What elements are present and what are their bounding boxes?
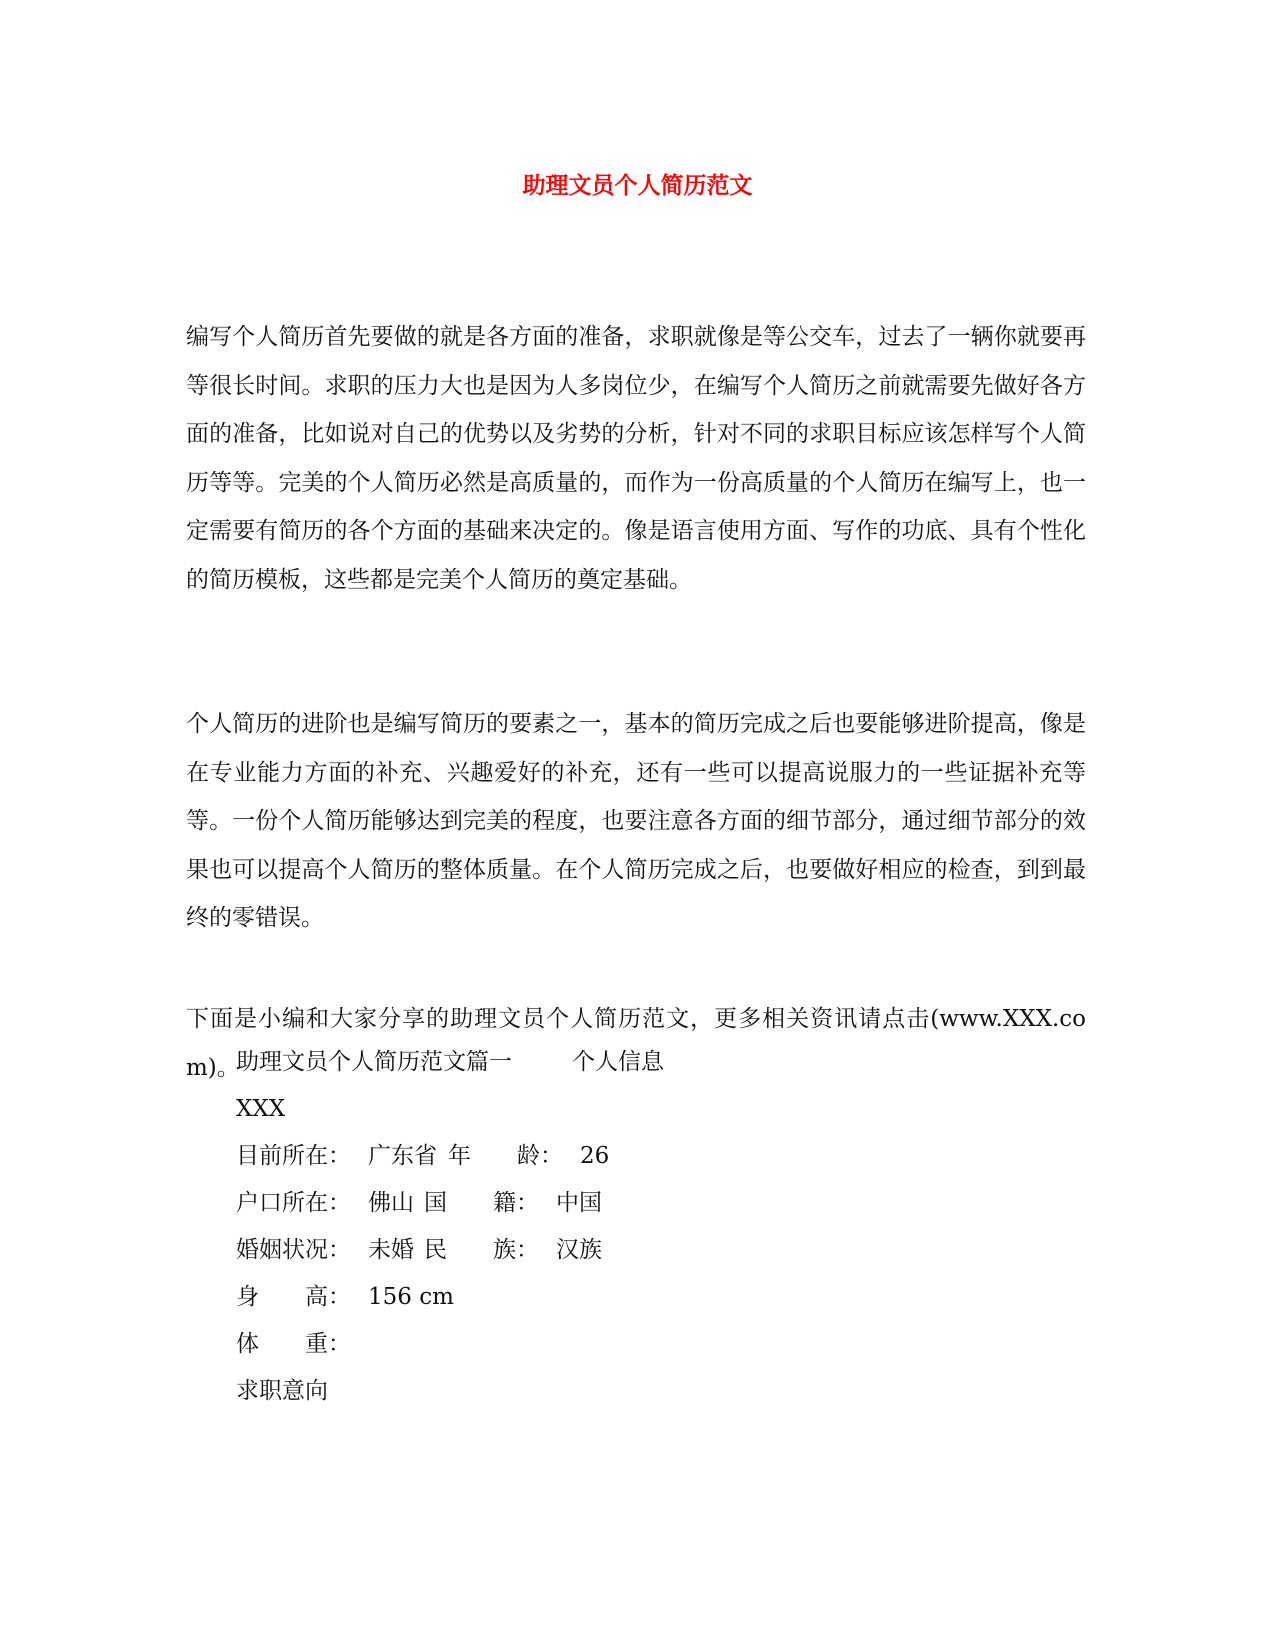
closing-heading: 求职意向 xyxy=(236,1378,328,1404)
info-label: 身 高： xyxy=(236,1284,351,1310)
info-value: 未婚 xyxy=(368,1237,414,1263)
info-value: 26 xyxy=(580,1143,610,1169)
document-title: 助理文员个人简历范文 xyxy=(522,172,753,199)
info-row-location xyxy=(236,1140,610,1172)
info-value: 广东省 xyxy=(368,1143,437,1169)
info-value: 汉族 xyxy=(556,1237,602,1263)
resume-name: XXX xyxy=(236,1096,286,1122)
info-value: 佛山 xyxy=(368,1190,414,1216)
section-heading: 助理文员个人简历范文篇一 xyxy=(236,1049,512,1075)
intro-paragraph: 编写个人简历首先要做的就是各方面的准备，求职就像是等公交车，过去了一辆你就要再等很长时间。求职的压力大也是因为人多岗位少，在编写个人简历之前就需要先做好各方面的准备，比如说对自己的优势以及劣势的分析，针对不同的求职目标应该怎样写个人简历等等。完美的个人简历必然是高质量的，而作为一份高质量的个人简历在编写上，也一定需要有简历的各个方面的基础来决定的。像是语言使用方面、写作的功底、具有个性化的简历模板，这些都是完美个人简历的奠定基础。 xyxy=(186,324,1086,593)
info-row-hukou xyxy=(236,1187,602,1219)
info-label: 目前所在： xyxy=(236,1143,351,1169)
info-row-weight xyxy=(236,1328,351,1360)
info-row-height xyxy=(236,1281,454,1313)
info-label: 年 龄： xyxy=(448,1143,563,1169)
info-label: 婚姻状况： xyxy=(236,1237,351,1263)
section-subheading: 个人信息 xyxy=(572,1049,664,1075)
share-paragraph: 下面是小编和大家分享的助理文员个人简历范文，更多相关资讯请点击(www.XXX.com)。 xyxy=(186,1006,1086,1081)
info-label: 户口所在： xyxy=(236,1190,351,1216)
info-value: 中国 xyxy=(556,1190,602,1216)
advance-paragraph: 个人简历的进阶也是编写简历的要素之一，基本的简历完成之后也要能够进阶提高，像是在专业能力方面的补充、兴趣爱好的补充，还有一些可以提高说服力的一些证据补充等等。一份个人简历能够达到完美的程度，也要注意各方面的细节部分，通过细节部分的效果也可以提高个人简历的整体质量。在个人简历完成之后，也要做好相应的检查，到到最终的零错误。 xyxy=(186,711,1086,931)
info-label: 民 族： xyxy=(424,1237,539,1263)
info-label: 体 重： xyxy=(236,1331,351,1357)
info-label: 国 籍： xyxy=(424,1190,539,1216)
info-value: 156 cm xyxy=(368,1284,454,1310)
info-row-marital xyxy=(236,1234,602,1266)
